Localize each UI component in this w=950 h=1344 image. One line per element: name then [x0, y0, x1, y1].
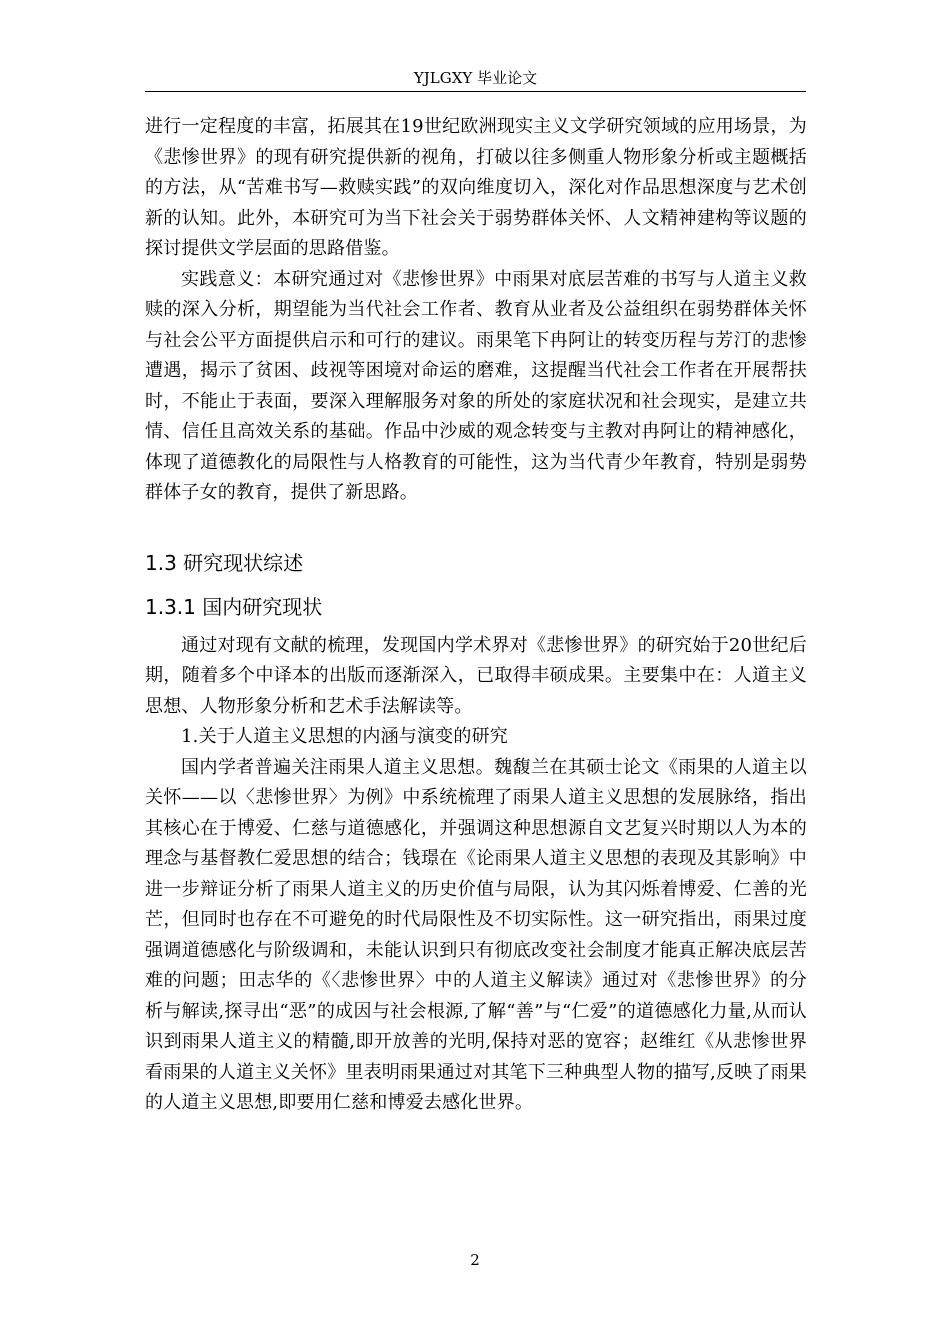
paragraph-domestic-overview: 通过对现有文献的梳理，发现国内学术界对《悲惨世界》的研究始于20世纪后期，随着多个中译本的出版而逐渐深入，已取得丰硕成果。主要集中在：人道主义思想、人物形象分析和艺术手法解读等。 — [145, 634, 807, 717]
page-header: YJLGXY 毕业论文 — [413, 69, 538, 87]
paragraph-humanism-scholars: 国内学者普遍关注雨果人道主义思想。魏馥兰在其硕士论文《雨果的人道主以关怀——以〈悲惨世界〉为例》中系统梳理了雨果人道主义思想的发展脉络，指出其核心在于博爱、仁慈与道德感化，并强调这种思想源自文艺复兴时期以人为本的理念与基督教仁爱思想的结合；钱璟在《论雨果人道主义思想的表现及其影响》中进一步辩证分析了雨果人道主义的历史价值与局限，认为其闪烁着博爱、仁善的光芒，但同时也存在不可避免的时代局限性及不切实际性。这一研究指出，雨果过度强调道德感化与阶级调和，未能认识到只有彻底改变社会制度才能真正解决底层苦难的问题；田志华的《〈悲惨世界〉中的人道主义解读》通过对《悲惨世界》的分析与解读,探寻出“恶”的成因与社会根源,了解“善”与“仁爱”的道德感化力量,从而认识到雨果人道主义的精髓,即开放善的光明,保持对恶的宽容；赵维红《从悲惨世界看雨果的人道主义关怀》里表明雨果通过对其笔下三种典型人物的描写,反映了雨果的人道主义思想,即要用仁慈和博爱去感化世界。 — [145, 756, 807, 1113]
paragraph-continuation: 进行一定程度的丰富，拓展其在19世纪欧洲现实主义文学研究领域的应用场景，为《悲惨世界》的现有研究提供新的视角，打破以往多侧重人物形象分析或主题概括的方法，从“苦难书写—救赎实践”的双向维度切入，深化对作品思想深度与艺术创新的认知。此外，本研究可为当下社会关于弱势群体关怀、人文精神建构等议题的探讨提供文学层面的思路借鉴。 — [145, 116, 807, 259]
section-heading-1-3: 1.3 研究现状综述 — [145, 550, 304, 575]
document-body — [145, 112, 807, 1119]
header-divider — [145, 91, 806, 92]
paragraph-practical-significance: 实践意义：本研究通过对《悲惨世界》中雨果对底层苦难的书写与人道主义救赎的深入分析，期望能为当代社会工作者、教育从业者及公益组织在弱势群体关怀与社会公平方面提供启示和可行的建议。雨果笔下冉阿让的转变历程与芳汀的悲惨遭遇，揭示了贫困、歧视等困境对命运的磨难，这提醒当代社会工作者在开展帮扶时，不能止于表面，要深入理解服务对象的所处的家庭状况和社会现实，是建立共情、信任且高效关系的基础。作品中沙威的观念转变与主教对冉阿让的精神感化，体现了道德教化的局限性与人格教育的可能性，这为当代青少年教育，特别是弱势群体子女的教育，提供了新思路。 — [145, 268, 807, 503]
page-number: 2 — [470, 1251, 480, 1269]
subsection-heading-1-3-1: 1.3.1 国内研究现状 — [145, 594, 323, 619]
list-item-humanism-research: 1.关于人道主义思想的内涵与演变的研究 — [181, 726, 508, 747]
